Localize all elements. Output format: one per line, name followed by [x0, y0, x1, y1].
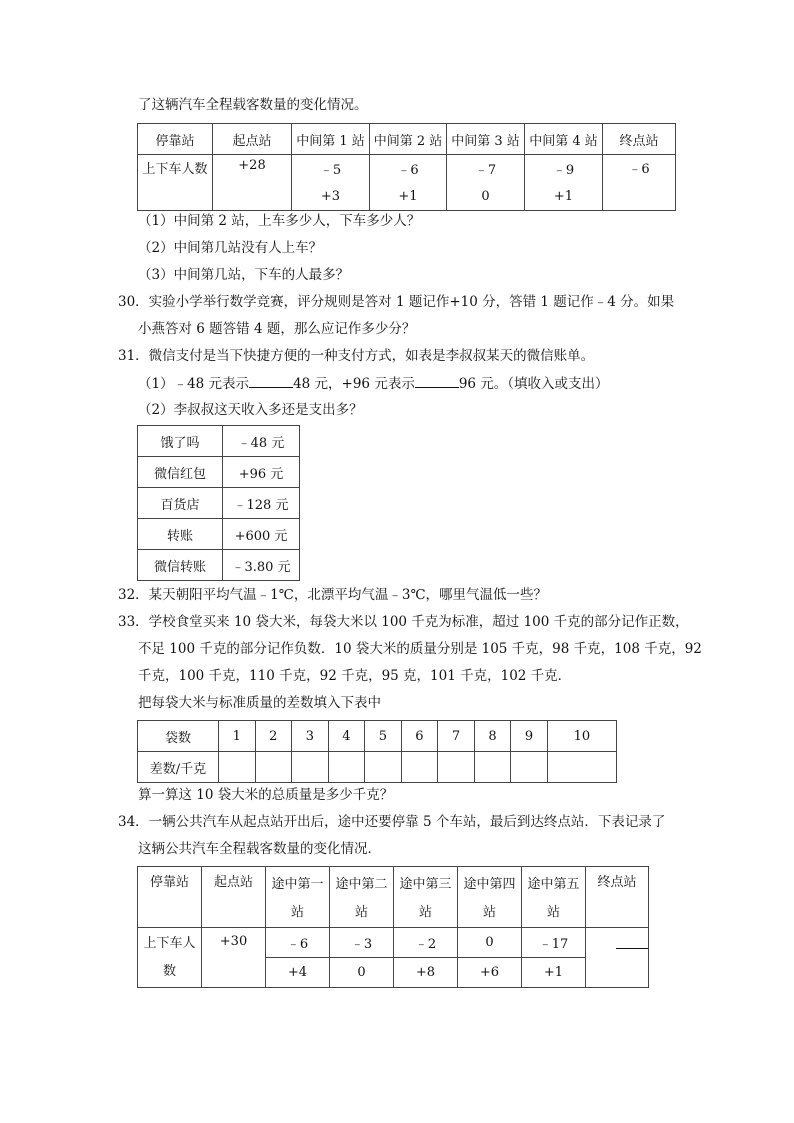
t4-cell: ﹣2	[394, 928, 458, 958]
q33-line4: 把每袋大米与标准质量的差数填入下表中	[138, 695, 381, 711]
q29-part3: （3）中间第几站，下车的人最多？	[138, 267, 350, 283]
t4-cell: ﹣3	[330, 928, 394, 958]
t4-cell: ﹣6	[266, 928, 330, 958]
rice-num: 9	[511, 721, 548, 752]
t4-header: 起点站	[202, 867, 266, 928]
q30-line2: 小燕答对 6 题答错 4 题，那么应记作多少分？	[138, 321, 416, 337]
t1-header: 中间第 4 站	[525, 124, 603, 155]
t4-cell: 0	[330, 958, 394, 988]
t4-row-label: 上下车人 数	[138, 928, 202, 988]
q30-line1: 30．实验小学举行数学竞赛，评分规则是答对 1 题记作+10 分，答错 1 题记作﹣4 分。如果	[118, 294, 675, 310]
t4-header: 途中第五 站	[522, 867, 586, 928]
rice-label: 袋数	[138, 721, 219, 752]
q29-part2: （2）中间第几站没有人上车？	[138, 240, 323, 256]
t1-cell: ﹣7 0	[447, 155, 525, 211]
rice-num: 7	[438, 721, 475, 752]
bill-item: 微信转账	[138, 550, 223, 581]
q33-line3: 千克，100 千克，110 千克，92 千克，95 克，101 千克，102 千克．	[138, 668, 572, 684]
rice-answer-cell[interactable]	[255, 752, 292, 783]
rice-num: 2	[255, 721, 292, 752]
rice-answer-cell[interactable]	[219, 752, 256, 783]
intro-tail: 了这辆汽车全程载客数量的变化情况。	[138, 97, 368, 113]
t4-header: 途中第一 站	[266, 867, 330, 928]
rice-answer-cell[interactable]	[365, 752, 402, 783]
bill-amount: +600 元	[223, 519, 300, 550]
q33-line2: 不足 100 千克的部分记作负数．10 袋大米的质量分别是 105 千克，98 千克，108 千克，92	[138, 641, 702, 657]
t1-cell: ﹣5 +3	[292, 155, 370, 211]
bus-table-2	[137, 866, 649, 988]
t4-header: 终点站	[586, 867, 649, 928]
t1-header: 起点站	[213, 124, 292, 155]
q34-line2: 这辆公共汽车全程载客数量的变化情况．	[138, 841, 381, 857]
t1-header: 中间第 1 站	[292, 124, 370, 155]
t1-cell: ﹣6	[603, 155, 676, 211]
q31-part1: （1）﹣48 元表示 48 元，+96 元表示 96 元。（填收入或支出）	[138, 373, 609, 394]
rice-label: 差数/千克	[138, 752, 219, 783]
t4-cell: ﹣17	[522, 928, 586, 958]
rice-answer-cell[interactable]	[511, 752, 548, 783]
bill-amount: ﹣128 元	[223, 488, 300, 519]
q33-after: 算一算这 10 袋大米的总质量是多少千克？	[138, 787, 394, 803]
t1-cell: ﹣6 +1	[370, 155, 447, 211]
t1-cell: ﹣9 +1	[525, 155, 603, 211]
t1-cell: +28	[213, 155, 292, 211]
rice-num: 8	[474, 721, 511, 752]
t4-header: 途中第二 站	[330, 867, 394, 928]
rice-answer-cell[interactable]	[438, 752, 475, 783]
t4-cell: 0	[458, 928, 522, 958]
rice-answer-cell[interactable]	[547, 752, 616, 783]
q34-line1: 34．一辆公共汽车从起点站开出后，途中还要停靠 5 个车站，最后到达终点站．下表记录了	[118, 814, 666, 830]
answer-blank[interactable]	[415, 373, 459, 388]
bill-item: 饿了吗	[138, 426, 223, 457]
rice-answer-cell[interactable]	[292, 752, 329, 783]
t1-header: 终点站	[603, 124, 676, 155]
bill-amount: ﹣3.80 元	[223, 550, 300, 581]
rice-answer-cell[interactable]	[474, 752, 511, 783]
t4-start: +30	[202, 928, 266, 988]
rice-num: 5	[365, 721, 402, 752]
bus-table-1	[137, 123, 676, 211]
t4-cell: +1	[522, 958, 586, 988]
rice-num: 1	[219, 721, 256, 752]
rice-num: 4	[328, 721, 365, 752]
t1-header: 中间第 3 站	[447, 124, 525, 155]
wechat-bill-table	[137, 425, 300, 581]
q31-line1: 31．微信支付是当下快捷方便的一种支付方式，如表是李叔叔某天的微信账单。	[118, 348, 595, 364]
t4-header: 途中第三 站	[394, 867, 458, 928]
rice-num: 6	[401, 721, 438, 752]
q29-part1: （1）中间第 2 站，上车多少人，下车多少人？	[138, 213, 421, 229]
rice-answer-cell[interactable]	[328, 752, 365, 783]
t4-header: 停靠站	[138, 867, 202, 928]
bill-item: 转账	[138, 519, 223, 550]
q32: 32．某天朝阳平均气温﹣1℃，北漂平均气温﹣3℃，哪里气温低一些？	[118, 587, 548, 603]
q31-part2: （2）李叔叔这天收入多还是支出多？	[138, 402, 363, 418]
rice-num: 10	[547, 721, 616, 752]
rice-answer-cell[interactable]	[401, 752, 438, 783]
answer-blank[interactable]	[249, 373, 293, 388]
t4-header: 途中第四 站	[458, 867, 522, 928]
t4-cell: +4	[266, 958, 330, 988]
t1-row-label: 上下车人数	[138, 155, 213, 211]
t4-cell: +8	[394, 958, 458, 988]
rice-num: 3	[292, 721, 329, 752]
q33-line1: 33．学校食堂买来 10 袋大米，每袋大米以 100 千克为标准，超过 100 千克的部分记作正数，	[118, 614, 689, 630]
t1-header: 中间第 2 站	[370, 124, 447, 155]
t1-header: 停靠站	[138, 124, 213, 155]
bill-item: 微信红包	[138, 457, 223, 488]
bill-amount: +96 元	[223, 457, 300, 488]
bill-amount: ﹣48 元	[223, 426, 300, 457]
rice-table	[137, 720, 617, 783]
t4-cell: +6	[458, 958, 522, 988]
t4-end-blank[interactable]	[586, 928, 649, 988]
bill-item: 百货店	[138, 488, 223, 519]
